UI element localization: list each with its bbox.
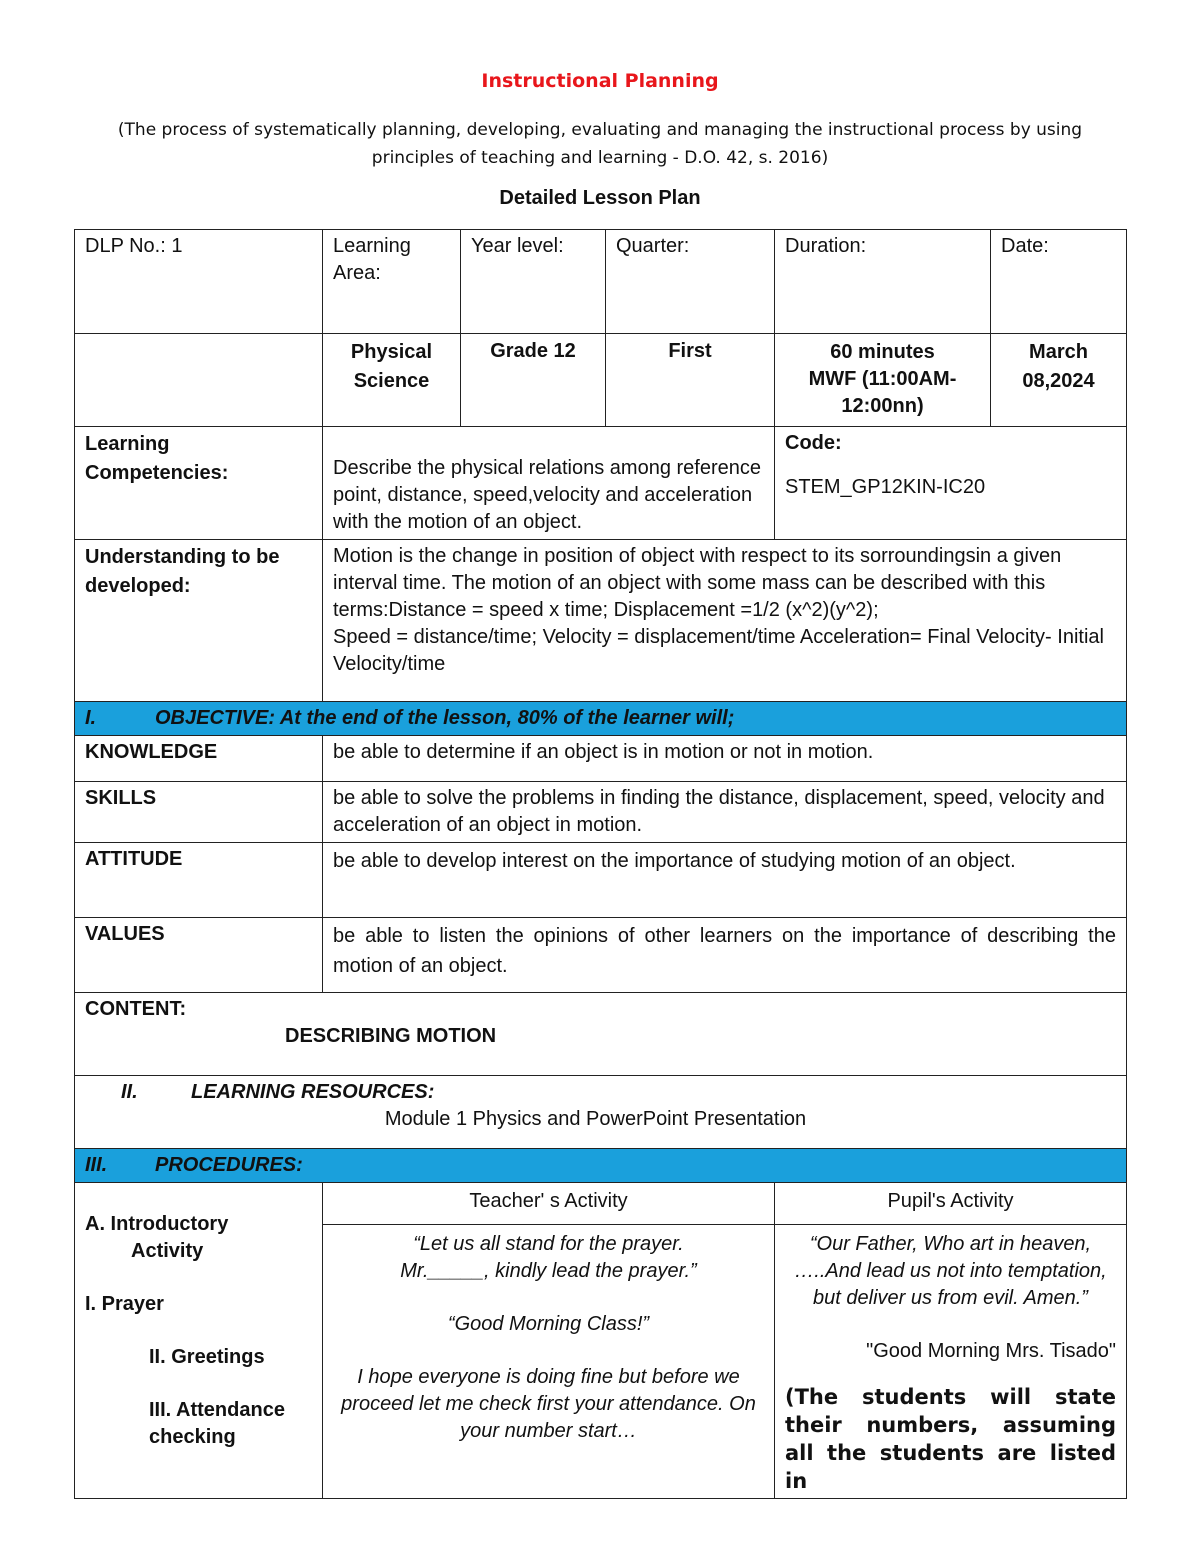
pupil-prayer-line3: but deliver us from evil. Amen.” (813, 1287, 1088, 1309)
info-values-row (75, 334, 1127, 427)
attitude-label: ATTITUDE (75, 843, 323, 918)
subtitle-line-1: (The process of systematically planning, developing, evaluating and managing the instructional process by using (117, 120, 1083, 140)
understanding-text (323, 540, 1127, 702)
info-labels-row (75, 230, 1127, 334)
duration-label: Duration: (775, 230, 991, 334)
date-value: March 08,2024 (991, 334, 1127, 427)
domain-row-values (75, 918, 1127, 993)
procedures-header-row (75, 1149, 1127, 1183)
teacher-greeting: “Good Morning Class!” (447, 1313, 650, 1335)
resources-row (75, 1076, 1127, 1149)
learning-area-value: Physical Science (323, 334, 461, 427)
teacher-activity-header: Teacher' s Activity (323, 1183, 775, 1225)
objective-header (75, 702, 1127, 736)
quarter-value: First (606, 334, 775, 427)
content-row (75, 993, 1127, 1076)
code-value: STEM_GP12KIN-IC20 (785, 476, 986, 498)
year-level-label: Year level: (461, 230, 606, 334)
understanding-text-part1: Motion is the change in position of object with respect to its sorroundingsin a given interval time. The motion of an object with some mass can be described with this terms:Distance = speed x time; Displacement =1/2 (x^2)(y^2); (333, 545, 1062, 621)
date-label: Date: (991, 230, 1127, 334)
objective-header-row (75, 702, 1127, 736)
learning-area-label: Learning Area: (323, 230, 461, 334)
subtitle-line-2: principles of teaching and learning - D.O. 42, s. 2016) (371, 148, 829, 168)
plan-title: Detailed Lesson Plan (499, 187, 701, 209)
content-label: CONTENT: (85, 998, 187, 1020)
resources-cell (75, 1076, 1127, 1149)
pupil-attendance: (The students will state their numbers, assuming all the students are listed in (785, 1385, 1116, 1493)
objective-numeral: I. (85, 707, 97, 729)
attitude-text: be able to develop interest on the importance of studying motion of an object. (323, 843, 1127, 918)
competencies-row (75, 427, 1127, 540)
pupil-activity-header: Pupil's Activity (775, 1183, 1127, 1225)
doc-subtitle (90, 116, 1110, 172)
procedure-steps (75, 1183, 323, 1499)
content-topic: DESCRIBING MOTION (285, 1025, 497, 1047)
resources-numeral: II. (121, 1081, 138, 1103)
resources-text: Module 1 Physics and PowerPoint Presentation (384, 1108, 807, 1130)
pupil-prayer-line2: …..And lead us not into temptation, (794, 1260, 1107, 1282)
understanding-label: Understanding to be developed: (75, 540, 323, 702)
procedures-label: PROCEDURES: (155, 1154, 303, 1176)
values-label: VALUES (75, 918, 323, 993)
step-attendance-line1: III. Attendance (149, 1399, 285, 1421)
resources-label: LEARNING RESOURCES: (191, 1081, 435, 1103)
info-empty-cell (75, 334, 323, 427)
objective-text: OBJECTIVE: At the end of the lesson, 80% of the learner will; (155, 707, 735, 729)
duration-minutes: 60 minutes (830, 341, 935, 363)
competencies-text: Describe the physical relations among reference point, distance, speed,velocity and acceleration with the motion of an object. (323, 427, 775, 540)
knowledge-text: be able to determine if an object is in motion or not in motion. (323, 736, 1127, 782)
step-prayer: I. Prayer (85, 1293, 164, 1315)
duration-value (775, 334, 991, 427)
content-cell (75, 993, 1127, 1076)
procedures-header (75, 1149, 1127, 1183)
pupil-activity (775, 1225, 1127, 1499)
step-intro-line2: Activity (131, 1240, 204, 1262)
step-attendance-line2: checking (149, 1426, 236, 1448)
skills-label: SKILLS (75, 782, 323, 843)
teacher-attendance: I hope everyone is doing fine but before we proceed let me check first your attendance. On your number start… (341, 1366, 756, 1442)
skills-text: be able to solve the problems in finding the distance, displacement, speed, velocity and acceleration of an object in motion. (323, 782, 1127, 843)
domain-row-skills (75, 782, 1127, 843)
domain-row-attitude (75, 843, 1127, 918)
step-greetings: II. Greetings (149, 1346, 265, 1368)
step-intro-line1: A. Introductory (85, 1213, 229, 1235)
activity-header-row (75, 1183, 1127, 1225)
values-text: be able to listen the opinions of other learners on the importance of describing the motion of an object. (323, 918, 1127, 993)
knowledge-label: KNOWLEDGE (75, 736, 323, 782)
code-cell (775, 427, 1127, 540)
understanding-row (75, 540, 1127, 702)
domain-row-knowledge (75, 736, 1127, 782)
pupil-prayer-line1: “Our Father, Who art in heaven, (809, 1233, 1092, 1255)
lesson-plan-table (74, 229, 1127, 1499)
dlp-number: DLP No.: 1 (75, 230, 323, 334)
teacher-prayer-line1: “Let us all stand for the prayer. (413, 1233, 684, 1255)
quarter-label: Quarter: (606, 230, 775, 334)
teacher-prayer-line2: Mr._____, kindly lead the prayer.” (400, 1260, 697, 1282)
procedures-numeral: III. (85, 1154, 108, 1176)
duration-schedule: MWF (11:00AM-12:00nn) (808, 368, 957, 417)
code-label: Code: (785, 432, 842, 454)
doc-title: Instructional Planning (481, 70, 719, 92)
year-level-value: Grade 12 (461, 334, 606, 427)
resources-header (121, 1079, 1116, 1106)
pupil-greeting: "Good Morning Mrs. Tisado" (866, 1340, 1116, 1362)
teacher-activity (323, 1225, 775, 1499)
understanding-text-part2: Speed = distance/time; Velocity = displacement/time Acceleration= Final Velocity- Initial Velocity/time (333, 626, 1104, 675)
competencies-label: Learning Competencies: (75, 427, 323, 540)
